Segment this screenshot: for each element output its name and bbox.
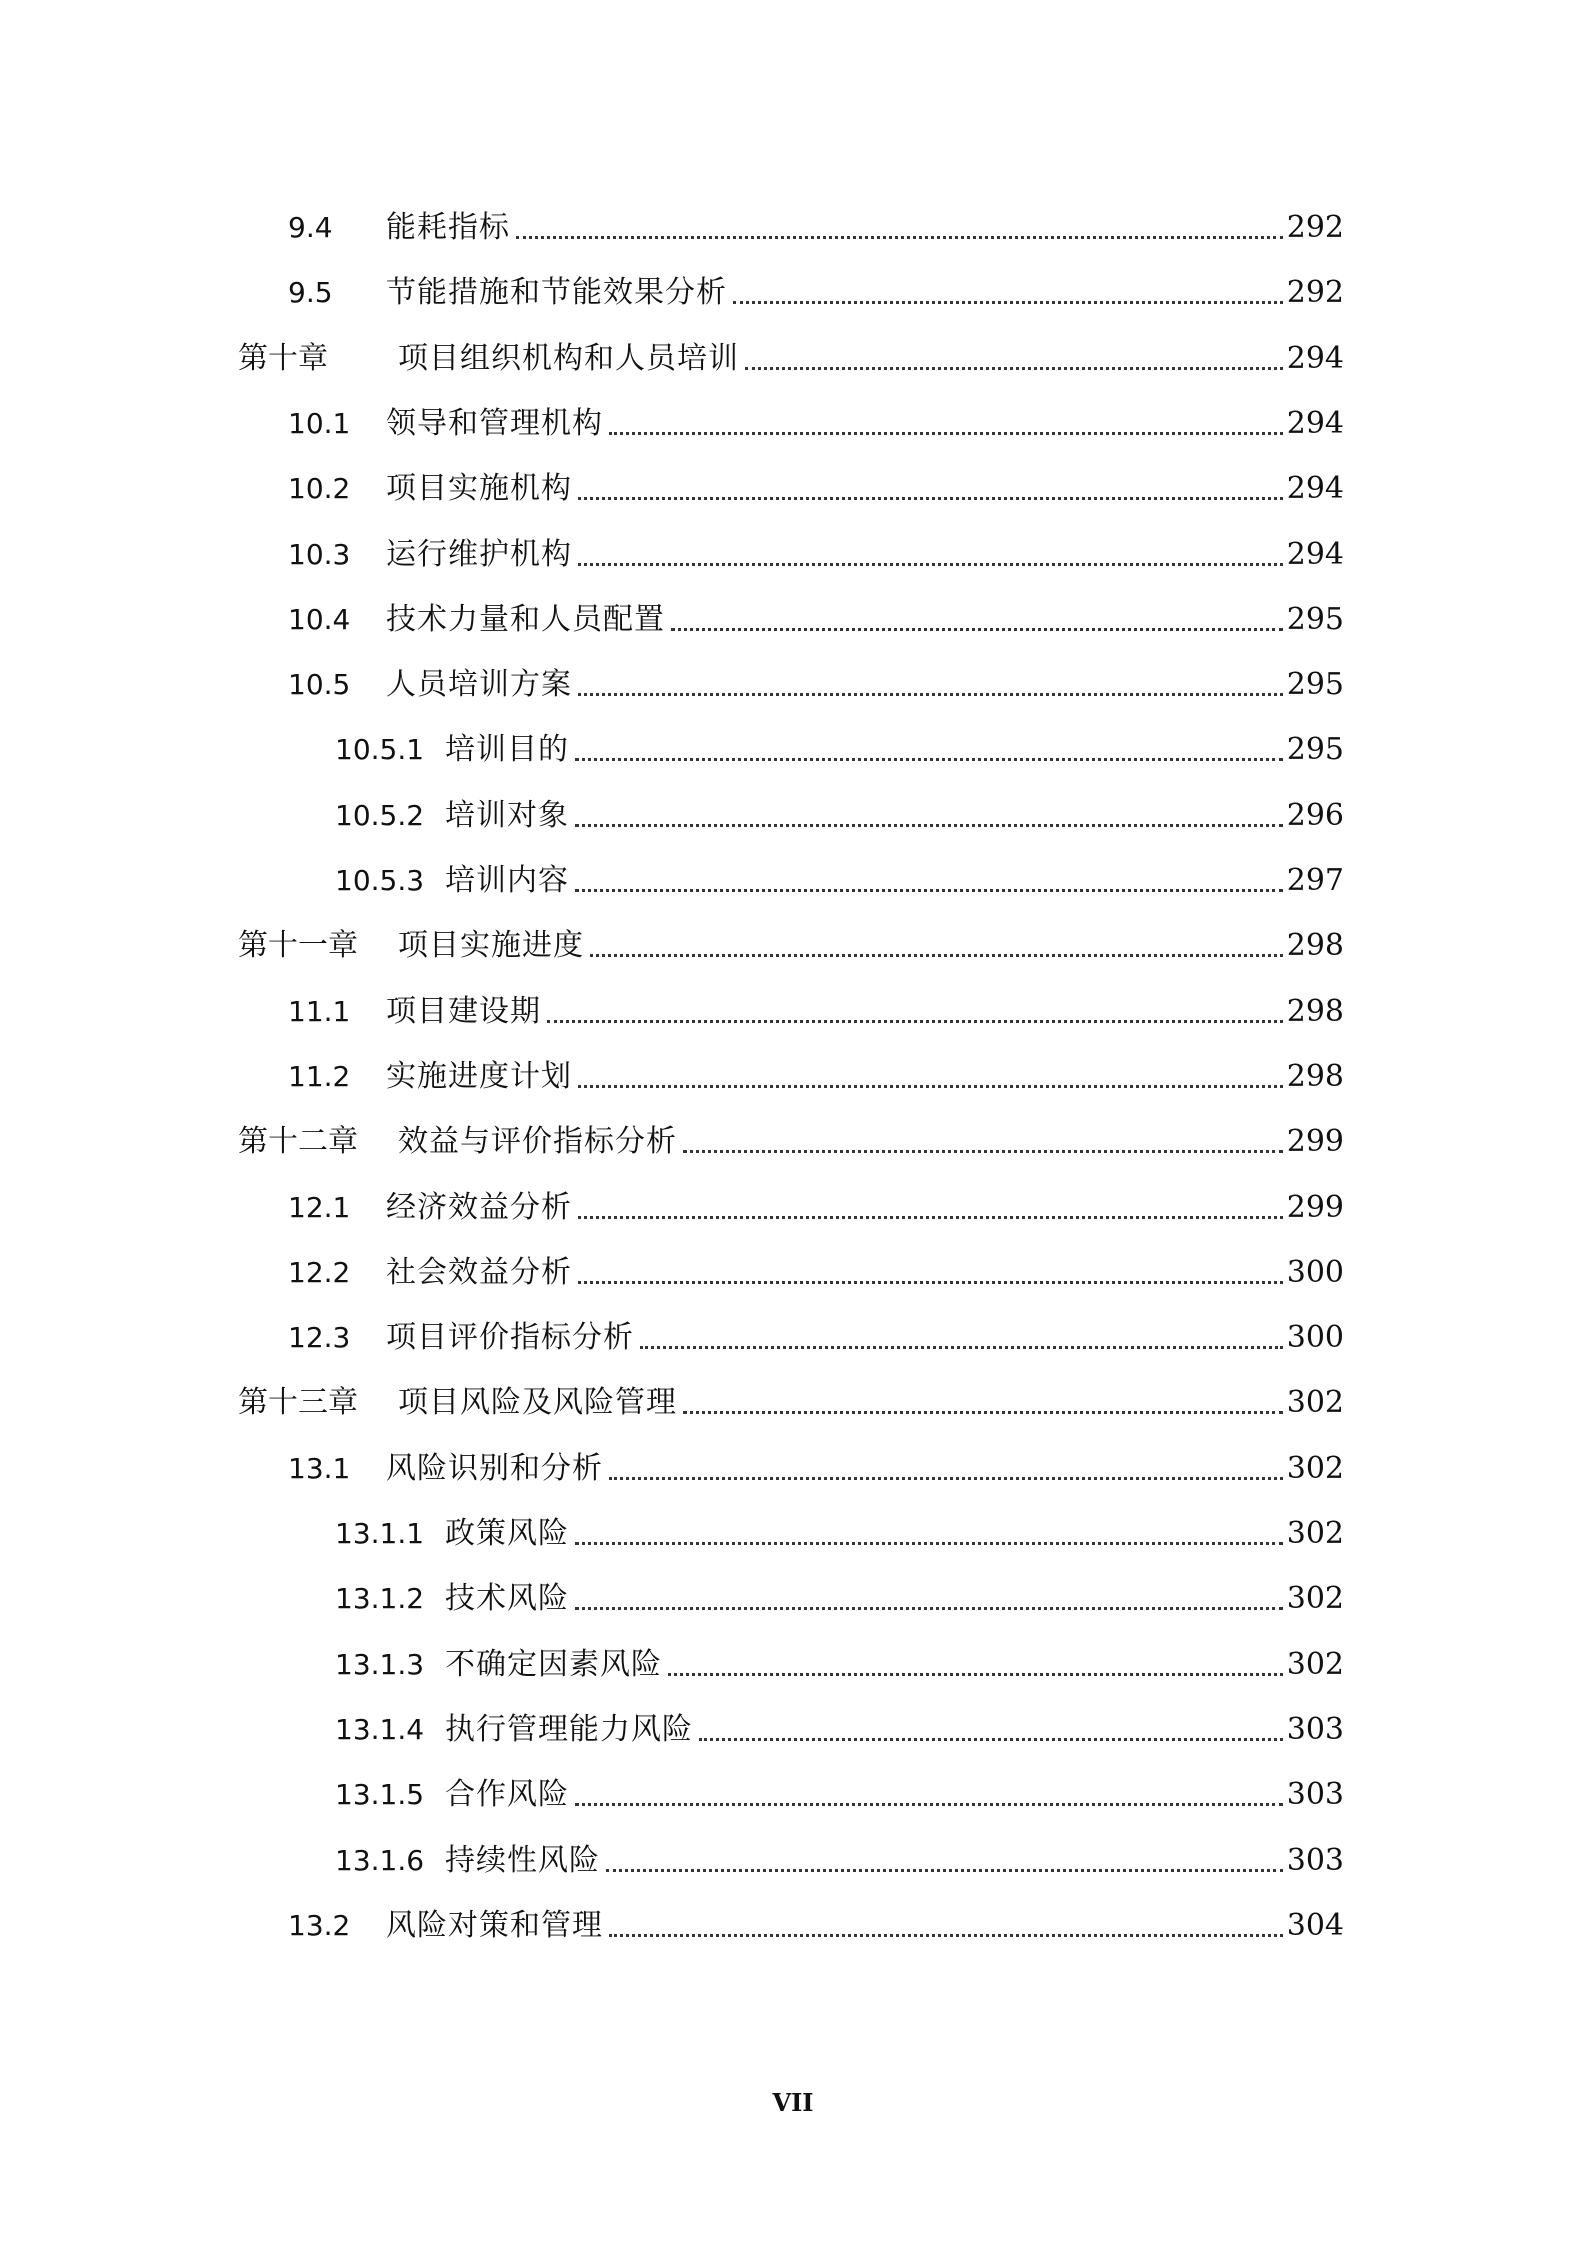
toc-entry-number: 13.1.1	[335, 1517, 425, 1550]
toc-entry-page: 296	[1286, 798, 1344, 833]
toc-entry[interactable]	[288, 263, 1344, 313]
toc-entry-page: 297	[1286, 863, 1344, 898]
toc-dot-leader	[668, 1673, 1283, 1676]
toc-entry-number: 第十章	[238, 341, 328, 376]
toc-entry[interactable]	[288, 1243, 1344, 1293]
toc-entry-title: 经济效益分析	[386, 1190, 572, 1225]
toc-dot-leader	[699, 1738, 1283, 1741]
toc-entry[interactable]	[238, 1112, 1344, 1162]
toc-entry-title: 节能措施和节能效果分析	[386, 275, 727, 310]
toc-entry-page: 304	[1286, 1908, 1344, 1943]
toc-entry-page: 298	[1286, 1059, 1344, 1094]
toc-dot-leader	[590, 954, 1283, 957]
toc-entry-number: 第十二章	[238, 1124, 358, 1159]
toc-dot-leader	[578, 1216, 1283, 1219]
toc-dot-leader	[575, 1607, 1283, 1610]
toc-entry-number: 第十三章	[238, 1385, 358, 1420]
toc-entry-title: 风险对策和管理	[386, 1908, 603, 1943]
toc-entry-page: 292	[1286, 210, 1344, 245]
toc-entry-page: 299	[1286, 1124, 1344, 1159]
toc-entry-title: 政策风险	[445, 1516, 569, 1551]
toc-entry-page: 294	[1286, 406, 1344, 441]
toc-entry-page: 302	[1286, 1451, 1344, 1486]
toc-dot-leader	[609, 1934, 1283, 1937]
toc-entry-page: 303	[1286, 1712, 1344, 1747]
toc-entry[interactable]	[335, 720, 1344, 770]
toc-entry-page: 292	[1286, 275, 1344, 310]
toc-entry-number: 10.2	[288, 472, 351, 505]
toc-entry-number: 11.2	[288, 1060, 351, 1093]
toc-dot-leader	[578, 497, 1283, 500]
toc-entry-page: 295	[1286, 667, 1344, 702]
toc-entry[interactable]	[288, 1896, 1344, 1946]
toc-dot-leader	[516, 236, 1283, 239]
toc-entry[interactable]	[288, 655, 1344, 705]
toc-entry-number: 13.1.4	[335, 1713, 425, 1746]
toc-entry-title: 风险识别和分析	[386, 1451, 603, 1486]
toc-entry-number: 10.5	[288, 668, 351, 701]
toc-dot-leader	[575, 758, 1283, 761]
toc-entry-number: 10.4	[288, 603, 351, 636]
toc-entry-number: 11.1	[288, 995, 351, 1028]
toc-entry-page: 302	[1286, 1647, 1344, 1682]
toc-dot-leader	[578, 1085, 1283, 1088]
toc-dot-leader	[575, 824, 1283, 827]
toc-entry-number: 13.1.3	[335, 1648, 425, 1681]
toc-dot-leader	[745, 367, 1283, 370]
toc-entry[interactable]	[288, 1308, 1344, 1358]
toc-entry-title: 执行管理能力风险	[445, 1712, 693, 1747]
toc-entry-title: 社会效益分析	[386, 1255, 572, 1290]
toc-entry-title: 合作风险	[445, 1777, 569, 1812]
toc-entry[interactable]	[288, 1439, 1344, 1489]
toc-dot-leader	[578, 563, 1283, 566]
toc-entry-page: 300	[1286, 1320, 1344, 1355]
toc-entry-number: 12.1	[288, 1191, 351, 1224]
toc-entry[interactable]	[335, 1569, 1344, 1619]
toc-entry-page: 302	[1286, 1581, 1344, 1616]
toc-entry-title: 能耗指标	[386, 210, 510, 245]
toc-entry-title: 项目实施进度	[398, 928, 584, 963]
toc-entry[interactable]	[335, 1635, 1344, 1685]
toc-entry[interactable]	[335, 1831, 1344, 1881]
toc-dot-leader	[578, 693, 1283, 696]
toc-entry-page: 294	[1286, 537, 1344, 572]
toc-entry-number: 10.5.3	[335, 864, 425, 897]
toc-entry-title: 不确定因素风险	[445, 1647, 662, 1682]
toc-entry-title: 技术力量和人员配置	[386, 602, 665, 637]
toc-entry-page: 303	[1286, 1777, 1344, 1812]
toc-entry-number: 13.1.5	[335, 1778, 425, 1811]
toc-dot-leader	[547, 1020, 1283, 1023]
toc-entry[interactable]	[288, 982, 1344, 1032]
toc-entry-title: 运行维护机构	[386, 537, 572, 572]
toc-dot-leader	[683, 1150, 1283, 1153]
toc-entry-number: 10.1	[288, 407, 351, 440]
toc-entry-page: 298	[1286, 994, 1344, 1029]
toc-dot-leader	[575, 1542, 1283, 1545]
toc-dot-leader	[609, 1477, 1283, 1480]
toc-entry-title: 人员培训方案	[386, 667, 572, 702]
toc-entry[interactable]	[288, 459, 1344, 509]
toc-entry[interactable]	[288, 394, 1344, 444]
toc-entry-page: 303	[1286, 1843, 1344, 1878]
toc-dot-leader	[606, 1869, 1283, 1872]
toc-entry-page: 294	[1286, 341, 1344, 376]
toc-entry-title: 技术风险	[445, 1581, 569, 1616]
page-number: VII	[772, 2088, 814, 2117]
toc-entry[interactable]	[335, 786, 1344, 836]
toc-entry-page: 300	[1286, 1255, 1344, 1290]
toc-entry-page: 298	[1286, 928, 1344, 963]
toc-entry-number: 9.4	[288, 211, 333, 244]
toc-entry[interactable]	[288, 590, 1344, 640]
toc-entry-title: 培训目的	[445, 732, 569, 767]
toc-entry-title: 项目风险及风险管理	[398, 1385, 677, 1420]
toc-entry[interactable]	[335, 851, 1344, 901]
toc-entry-title: 培训对象	[445, 798, 569, 833]
toc-entry-page: 295	[1286, 732, 1344, 767]
toc-dot-leader	[671, 628, 1283, 631]
toc-entry-title: 领导和管理机构	[386, 406, 603, 441]
toc-entry[interactable]	[335, 1700, 1344, 1750]
toc-dot-leader	[733, 301, 1283, 304]
toc-entry-number: 10.3	[288, 538, 351, 571]
toc-entry-page: 295	[1286, 602, 1344, 637]
toc-entry-title: 项目建设期	[386, 994, 541, 1029]
toc-entry[interactable]	[335, 1504, 1344, 1554]
toc-entry-title: 项目评价指标分析	[386, 1320, 634, 1355]
toc-dot-leader	[640, 1346, 1283, 1349]
toc-dot-leader	[575, 1803, 1283, 1806]
toc-entry-number: 10.5.1	[335, 733, 425, 766]
toc-entry[interactable]	[238, 329, 1344, 379]
toc-entry[interactable]	[335, 1765, 1344, 1815]
toc-entry-page: 302	[1286, 1385, 1344, 1420]
toc-dot-leader	[578, 1281, 1283, 1284]
toc-entry[interactable]	[288, 198, 1344, 248]
toc-entry[interactable]	[288, 1047, 1344, 1097]
toc-entry-number: 12.2	[288, 1256, 351, 1289]
toc-entry[interactable]	[288, 1178, 1344, 1228]
toc-entry-title: 持续性风险	[445, 1843, 600, 1878]
toc-entry-page: 299	[1286, 1190, 1344, 1225]
toc-dot-leader	[609, 432, 1283, 435]
toc-entry-number: 10.5.2	[335, 799, 425, 832]
toc-entry-number: 13.1	[288, 1452, 351, 1485]
toc-entry-title: 培训内容	[445, 863, 569, 898]
toc-entry-page: 302	[1286, 1516, 1344, 1551]
toc-entry-number: 13.2	[288, 1909, 351, 1942]
toc-dot-leader	[683, 1411, 1283, 1414]
toc-entry-title: 项目组织机构和人员培训	[398, 341, 739, 376]
toc-dot-leader	[575, 889, 1283, 892]
toc-entry-number: 第十一章	[238, 928, 358, 963]
toc-entry-title: 实施进度计划	[386, 1059, 572, 1094]
toc-entry-title: 效益与评价指标分析	[398, 1124, 677, 1159]
toc-entry-number: 12.3	[288, 1321, 351, 1354]
toc-entry-page: 294	[1286, 471, 1344, 506]
toc-entry[interactable]	[238, 916, 1344, 966]
toc-entry-number: 9.5	[288, 276, 333, 309]
toc-entry[interactable]	[238, 1373, 1344, 1423]
toc-entry-number: 13.1.2	[335, 1582, 425, 1615]
toc-entry[interactable]	[288, 525, 1344, 575]
toc-entry-number: 13.1.6	[335, 1844, 425, 1877]
toc-entry-title: 项目实施机构	[386, 471, 572, 506]
